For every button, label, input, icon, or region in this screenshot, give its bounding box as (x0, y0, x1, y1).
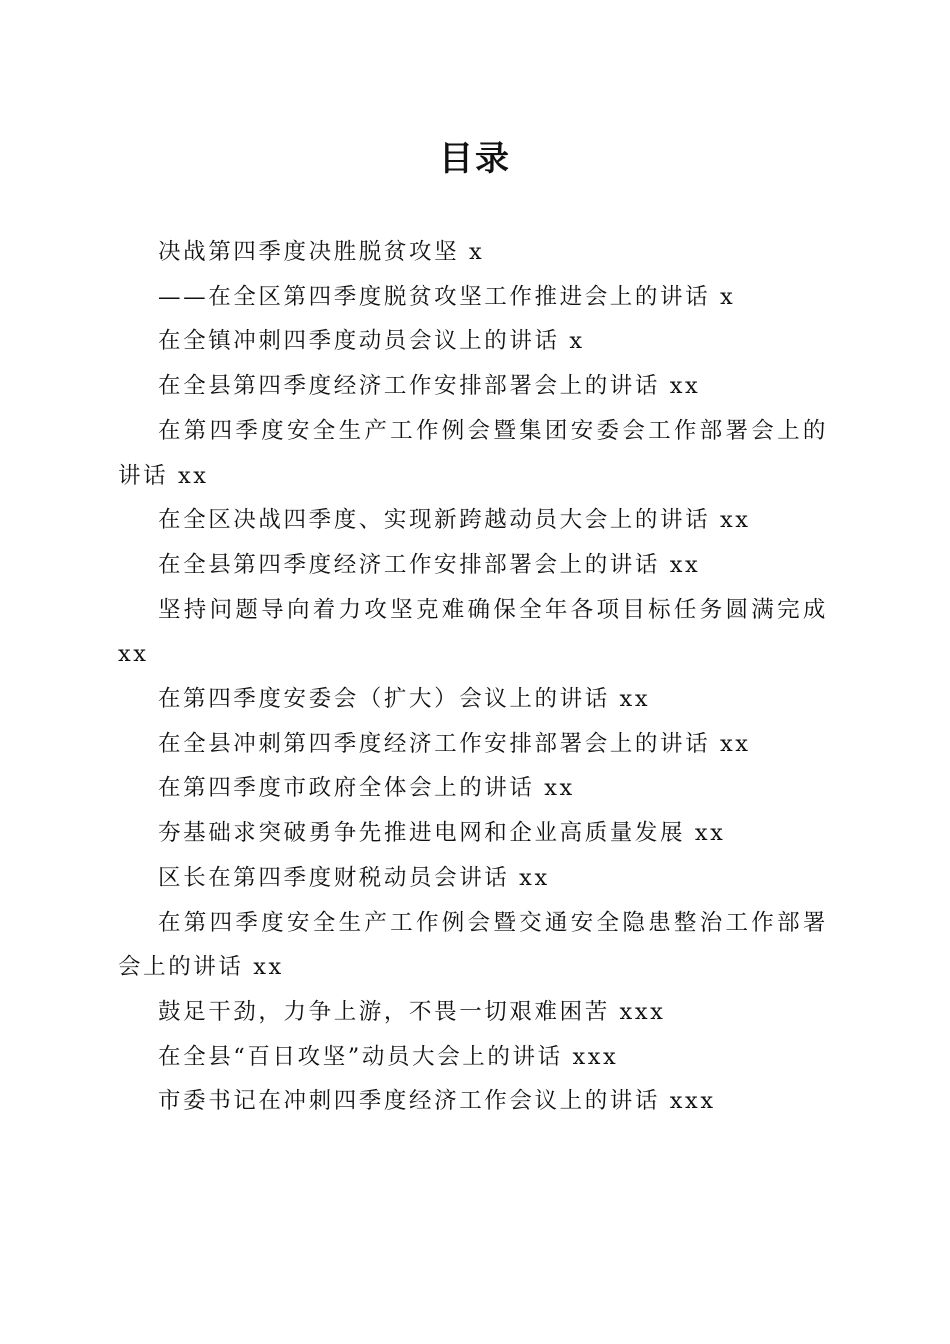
toc-item: 在第四季度安委会（扩大）会议上的讲话 xx (158, 686, 651, 713)
toc-item: 在全区决战四季度、实现新跨越动员大会上的讲话 xx (158, 507, 751, 534)
toc-item: 市委书记在冲刺四季度经济工作会议上的讲话 xxx (158, 1088, 716, 1115)
toc-item: 坚持问题导向着力攻坚克难确保全年各项目标任务圆满完成 xx (118, 596, 828, 668)
toc-title: 目录 (439, 139, 511, 179)
toc-item: 区长在第四季度财税动员会讲话 xx (158, 864, 550, 891)
toc-item: 在第四季度安全生产工作例会暨集团安委会工作部署会上的讲话 xx (118, 417, 828, 489)
toc-item: 在全县冲刺第四季度经济工作安排部署会上的讲话 xx (158, 730, 751, 757)
toc-item: ——在全区第四季度脱贫攻坚工作推进会上的讲话 x (158, 283, 736, 310)
toc-item: 在第四季度安全生产工作例会暨交通安全隐患整治工作部署会上的讲话 xx (118, 909, 828, 981)
toc-item: 在全县第四季度经济工作安排部署会上的讲话 xx (158, 373, 701, 400)
toc-item: 决战第四季度决胜脱贫攻坚 x (158, 239, 485, 265)
toc-item: 在第四季度市政府全体会上的讲话 xx (158, 775, 575, 802)
toc-item: 在全镇冲刺四季度动员会议上的讲话 x (158, 328, 585, 355)
toc-list (118, 230, 828, 1124)
toc-item: 鼓足干劲，力争上游，不畏一切艰难困苦 xxx (158, 998, 666, 1025)
toc-item: 在全县“百日攻坚”动员大会上的讲话 xxx (158, 1043, 619, 1070)
toc-item: 夯基础求突破勇争先推进电网和企业高质量发展 xx (158, 820, 726, 847)
toc-item: 在全县第四季度经济工作安排部署会上的讲话 xx (158, 551, 701, 578)
